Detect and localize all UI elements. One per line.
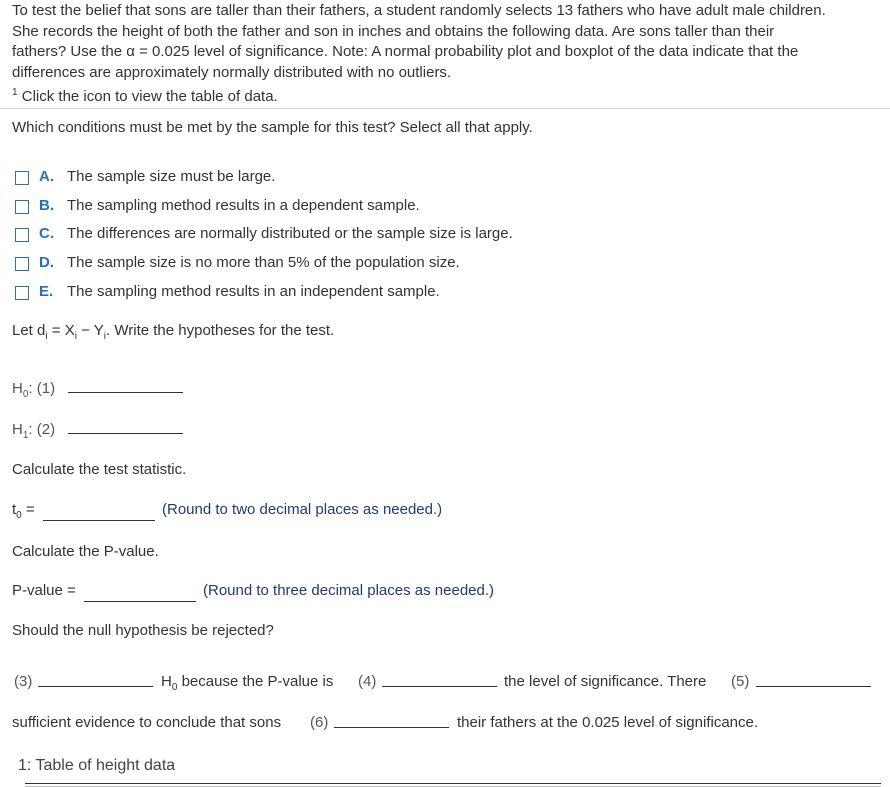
intro-line: To test the belief that sons are taller than their fathers, a student randomly selects 13 fathers who have adult male children. [12,2,826,19]
blank-6-number: (6) [310,714,329,731]
h0-label: $H_0$: (1) [12,380,56,400]
eq-x: = X [47,322,75,339]
option-b-letter: B. [39,197,54,214]
blank-3-dropdown[interactable] [38,686,153,687]
let-d: Let d [12,322,46,339]
footnote-text: Click the icon to view the table of data. [21,88,278,106]
reject-h0-text [161,673,333,693]
pvalue-label: P-value = [12,582,76,599]
option-c-letter: C. [39,225,54,242]
footnote-line[interactable] [12,83,888,108]
h-sub: 1 [22,430,29,441]
test-statistic-prompt: Calculate the test statistic. [12,461,187,478]
h-letter: H [12,380,23,397]
t0-input[interactable] [43,520,155,521]
h1-label: $H_1$: (2) [12,421,56,441]
h0-dropdown[interactable] [68,392,183,393]
option-a-checkbox[interactable] [15,171,29,185]
h-letter: H [161,673,172,690]
sub-i: i [45,331,48,342]
h1-dropdown[interactable] [68,433,183,434]
option-c-text[interactable]: The differences are normally distributed or the sample size is large. [67,225,513,242]
t-sub: 0 [16,510,22,521]
h-sub: 0 [22,389,29,400]
option-d-letter: D. [39,254,54,271]
reference-rule [25,783,881,784]
blank-3-number: (3) [14,673,33,690]
conclusion-end-text: their fathers at the 0.025 level of significance. [457,714,759,731]
reject-prompt: Should the null hypothesis be rejected? [12,622,274,639]
reference-title[interactable]: 1: Table of height data [18,757,176,774]
level-text: the level of significance. There [504,673,707,690]
problem-intro [12,1,888,108]
option-e-checkbox[interactable] [15,286,29,300]
hyp-suffix: . Write the hypotheses for the test. [106,322,335,339]
t-eq: = [21,501,35,518]
sub-i: i [74,331,77,342]
option-d-text[interactable]: The sample size is no more than 5% of the population size. [67,254,460,271]
blank-4-dropdown[interactable] [382,686,497,687]
blank-4-number: (4) [358,673,377,690]
intro-line: differences are approximately normally distributed with no outliers. [12,63,452,81]
t-letter: t [12,501,17,518]
h-sub: 0 [171,682,178,693]
option-e-letter: E. [39,283,54,300]
t0-hint: (Round to two decimal places as needed.) [162,501,443,518]
pvalue-hint: (Round to three decimal places as needed.) [203,582,495,599]
option-d-checkbox[interactable] [15,257,29,271]
option-b-text[interactable]: The sampling method results in a dependent sample. [67,197,420,214]
blank-5-number: (5) [731,673,750,690]
hypotheses-prompt [12,322,334,342]
h-letter: H [12,421,23,438]
blank-number: (1) [36,380,56,397]
t0-label [12,501,35,521]
blank-number: (2) [36,421,56,438]
blank-5-dropdown[interactable] [756,686,871,687]
footnote-marker[interactable]: 1 [12,87,18,99]
option-a-text[interactable]: The sample size must be large. [67,168,276,185]
option-b-checkbox[interactable] [15,200,29,214]
sub-i: i [103,331,107,342]
because-text: because the P-value is [177,673,334,690]
intro-line: She records the height of both the father and son in inches and obtains the following data. Are sons taller than their [12,22,775,40]
minus-y: − Y [76,322,104,339]
intro-line: fathers? Use the α = 0.025 level of significance. Note: A normal probability plot and boxplot of the data indicate that the [12,43,799,61]
option-c-checkbox[interactable] [15,228,29,242]
conditions-prompt: Which conditions must be met by the sample for this test? Select all that apply. [12,119,533,136]
sufficient-text: sufficient evidence to conclude that sons [12,714,282,731]
option-e-text[interactable]: The sampling method results in an independent sample. [67,283,440,300]
pvalue-prompt: Calculate the P-value. [12,543,159,560]
option-a-letter: A. [39,168,54,185]
section-divider [0,108,890,109]
blank-6-dropdown[interactable] [334,727,449,728]
pvalue-input[interactable] [84,601,196,602]
